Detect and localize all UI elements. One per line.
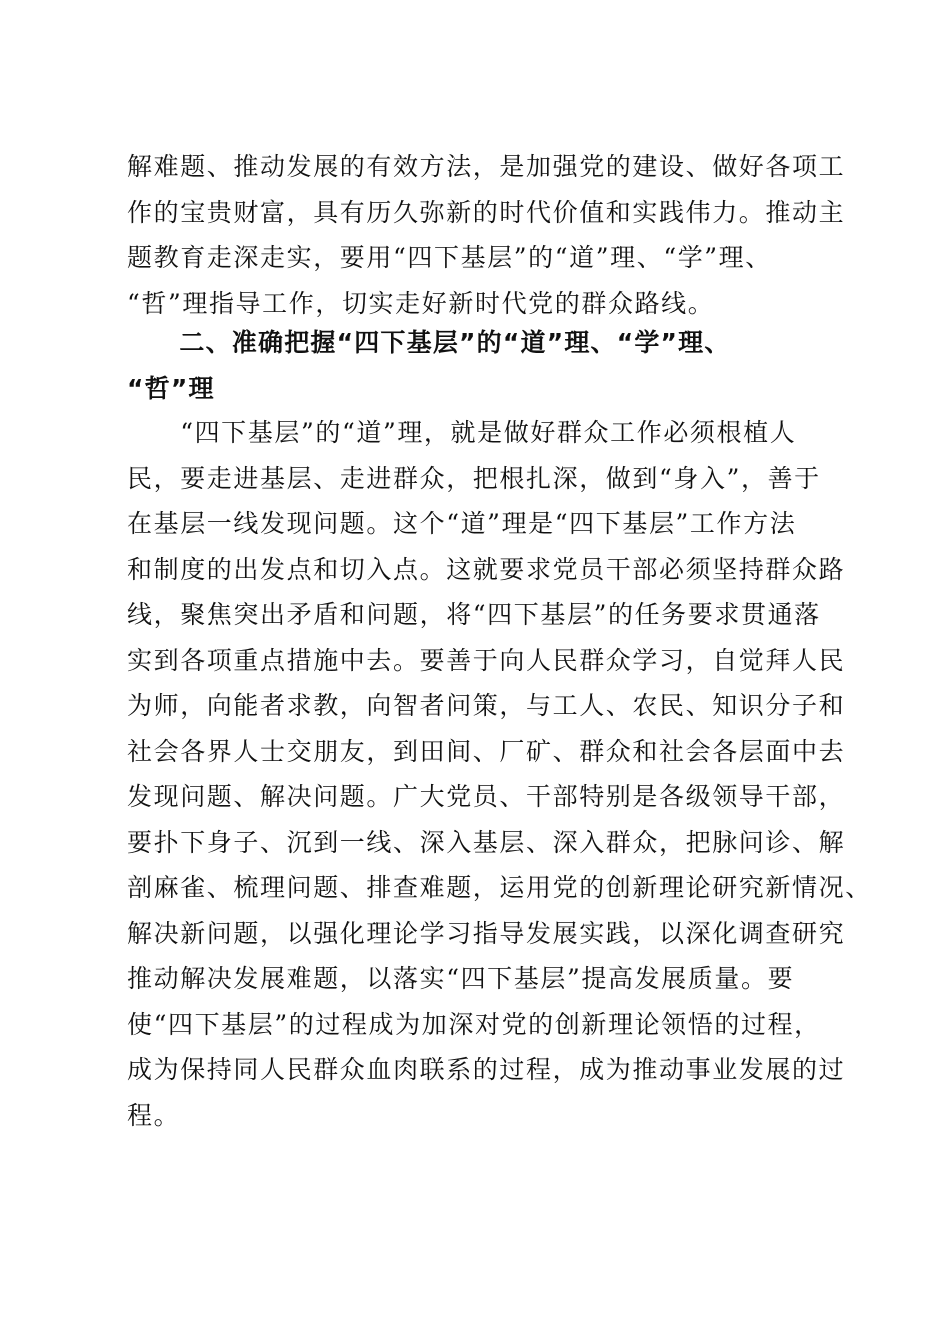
heading-line: “哲”理 [127,373,215,403]
paragraph-line: 线，聚焦突出矛盾和问题，将“四下基层”的任务要求贯通落 [127,600,821,629]
paragraph-line: 解决新问题，以强化理论学习指导发展实践，以深化调查研究 [127,918,846,948]
paragraph-line: 要扑下身子、沉到一线、深入基层、深入群众，把脉问诊、解 [127,827,846,857]
paragraph-line: 社会各界人士交朋友，到田间、厂矿、群众和社会各层面中去 [127,736,846,766]
paragraph-line: 实到各项重点措施中去。要善于向人民群众学习，自觉拜人民 [127,645,846,675]
paragraph-line: 和制度的出发点和切入点。这就要求党员干部必须坚持群众路 [127,554,846,584]
paragraph-line: 为师，向能者求教，向智者问策，与工人、农民、知识分子和 [127,691,846,720]
paragraph-line: 解难题、推动发展的有效方法，是加强党的建设、做好各项工 [127,152,846,181]
paragraph-line: 发现问题、解决问题。广大党员、干部特别是各级领导干部， [127,782,846,811]
paragraph-line: 程。 [127,1100,181,1130]
heading-line: 二、准确把握“四下基层”的“道”理、“学”理、 [127,328,731,357]
paragraph-line: 民，要走进基层、走进群众，把根扎深，做到“身入”，善于 [127,463,821,493]
paragraph-line: 推动解决发展难题，以落实“四下基层”提高发展质量。要 [127,964,795,993]
intro-paragraph [127,144,846,326]
paragraph-line: “哲”理指导工作，切实走好新时代党的群众路线。 [127,288,715,318]
paragraph-line: 题教育走深走实，要用“四下基层”的“道”理、“学”理、 [127,243,772,272]
paragraph-line: 剖麻雀、梳理问题、排查难题，运用党的创新理论研究新情况、 [127,873,872,902]
paragraph-line: 使“四下基层”的过程成为加深对党的创新理论领悟的过程， [127,1009,821,1039]
paragraph-line: “四下基层”的“道”理，就是做好群众工作必须根植人 [127,418,797,447]
paragraph-line: 成为保持同人民群众血肉联系的过程，成为推动事业发展的过 [127,1055,846,1084]
paragraph-line: 作的宝贵财富，具有历久弥新的时代价值和实践伟力。推动主 [127,197,846,227]
body-paragraph [127,410,872,1138]
section-heading [127,320,837,411]
paragraph-line: 在基层一线发现问题。这个“道”理是“四下基层”工作方法 [127,509,797,538]
